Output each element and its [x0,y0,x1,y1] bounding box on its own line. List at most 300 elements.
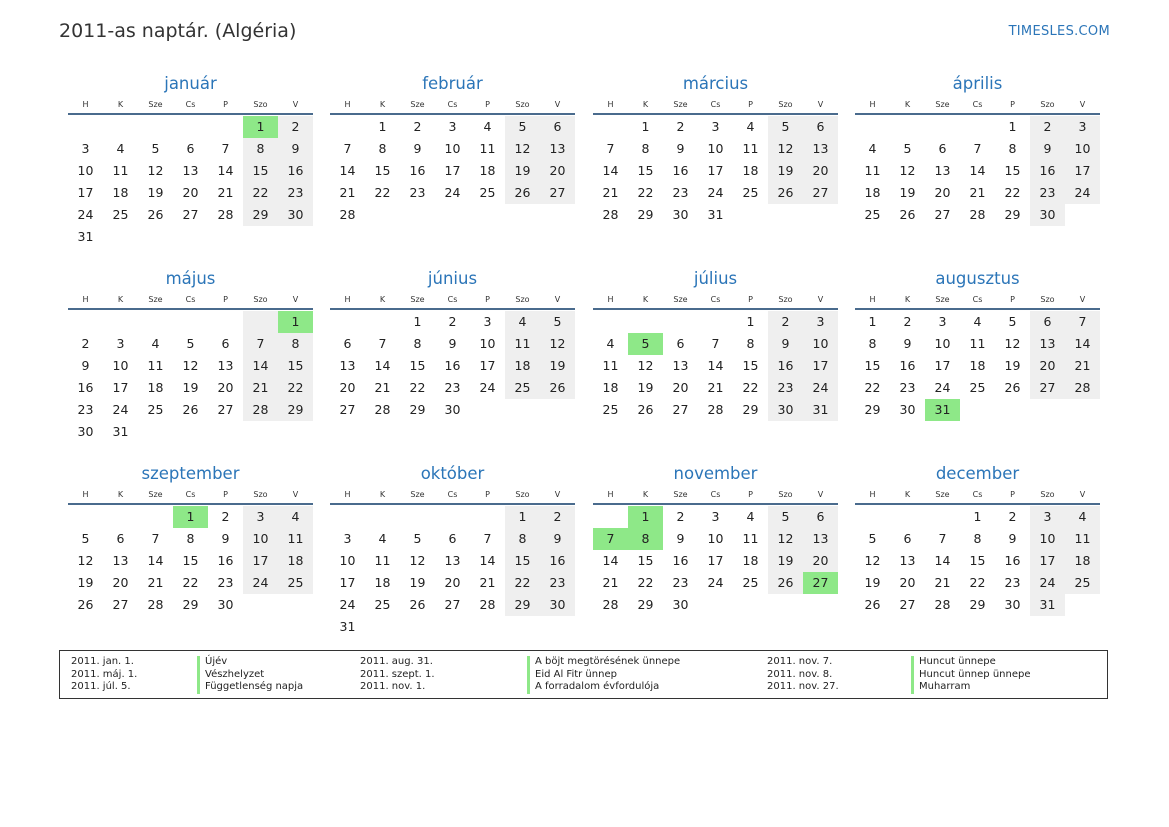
weekday-label: Cs [447,490,458,499]
day-cell: 29 [409,402,426,417]
day-cell: 16 [540,550,575,572]
day-cell: 29 [637,207,654,222]
day-cell: 30 [672,207,689,222]
weekday-label: P [223,295,228,304]
day-cell: 3 [81,141,90,156]
header-divider [68,503,313,505]
day-cell: 19 [77,575,94,590]
empty-cell [733,204,768,226]
day-cell: 4 [483,119,492,134]
day-cell: 13 [1030,333,1065,355]
day-cell: 1 [628,506,663,528]
day-cell: 22 [969,575,986,590]
weekday-label: H [607,295,614,304]
empty-cell [400,506,435,528]
day-cell: 29 [243,204,278,226]
weekday-header [593,487,838,502]
weekday-label: P [1010,295,1015,304]
empty-cell [1030,399,1065,421]
day-cell: 29 [505,594,540,616]
week-row [68,528,313,550]
weekday-label: Cs [710,295,721,304]
day-cell: 8 [278,333,313,355]
day-cell: 29 [1004,207,1021,222]
empty-cell [68,506,103,528]
weekday-label: K [642,295,649,304]
day-cell: 2 [413,119,422,134]
weekday-label: K [904,490,911,499]
day-cell: 1 [746,314,755,329]
day-cell: 17 [1065,160,1100,182]
empty-cell [173,226,208,248]
weekday-label: H [82,295,89,304]
day-cell: 29 [742,402,759,417]
day-cell: 13 [339,358,356,373]
weeks [593,506,838,616]
day-cell: 4 [606,336,615,351]
day-cell: 4 [116,141,125,156]
day-cell: 11 [602,358,619,373]
empty-cell [365,506,400,528]
week-row [330,182,575,204]
day-cell: 8 [413,336,422,351]
day-cell: 31 [803,399,838,421]
month-name: április [952,74,1003,93]
day-cell: 15 [374,163,391,178]
legend-holiday-name: Újév [197,656,303,669]
weekday-label: Sze [673,490,688,499]
day-cell: 28 [1065,377,1100,399]
day-cell: 25 [112,207,129,222]
day-cell: 6 [186,141,195,156]
day-cell: 7 [1065,311,1100,333]
empty-cell [103,311,138,333]
day-cell: 17 [77,185,94,200]
day-cell: 26 [1004,380,1021,395]
weekday-header [855,487,1100,502]
day-cell: 29 [637,597,654,612]
empty-cell [278,421,313,443]
weeks [855,116,1100,226]
weekday-label: H [607,490,614,499]
day-cell: 9 [540,528,575,550]
empty-cell [138,116,173,138]
day-cell: 17 [707,163,724,178]
day-cell: 18 [505,355,540,377]
empty-cell [505,399,540,421]
day-cell: 19 [637,380,654,395]
day-cell: 22 [505,572,540,594]
weekday-label: P [485,100,490,109]
weekday-label: Cs [447,295,458,304]
legend-date: 2011. júl. 5. [71,681,131,692]
day-cell: 5 [540,311,575,333]
week-row [330,204,575,226]
day-cell: 18 [479,163,496,178]
day-cell: 22 [243,182,278,204]
day-cell: 20 [112,575,129,590]
day-cell: 13 [540,138,575,160]
day-cell: 24 [707,575,724,590]
day-cell: 21 [339,185,356,200]
week-row [330,311,575,333]
day-cell: 6 [448,531,457,546]
empty-cell [960,116,995,138]
day-cell: 7 [378,336,387,351]
day-cell: 15 [1004,163,1021,178]
week-row [593,594,838,616]
day-cell: 9 [278,138,313,160]
day-cell: 3 [116,336,125,351]
day-cell: 30 [1004,597,1021,612]
day-cell: 27 [217,402,234,417]
day-cell: 7 [711,336,720,351]
day-cell: 25 [742,185,759,200]
empty-cell [628,311,663,333]
empty-cell [68,311,103,333]
week-row [855,182,1100,204]
week-row [330,506,575,528]
day-cell: 12 [864,553,881,568]
week-row [593,528,838,550]
day-cell: 15 [637,553,654,568]
weekday-label: K [117,490,124,499]
empty-cell [208,116,243,138]
day-cell: 10 [1030,528,1065,550]
legend-date: 2011. nov. 27. [767,681,839,692]
day-cell: 27 [899,597,916,612]
day-cell: 25 [969,380,986,395]
month-11 [593,462,838,616]
header-divider [330,308,575,310]
weekday-label: H [607,100,614,109]
day-cell: 6 [116,531,125,546]
empty-cell [208,311,243,333]
week-row [593,311,838,333]
week-row [68,160,313,182]
day-cell: 23 [444,380,461,395]
day-cell: 7 [483,531,492,546]
day-cell: 31 [1030,594,1065,616]
empty-cell [890,116,925,138]
week-row [68,355,313,377]
day-cell: 10 [479,336,496,351]
weekday-label: P [748,490,753,499]
day-cell: 24 [1030,572,1065,594]
legend-date: 2011. aug. 31. [360,656,433,667]
empty-cell [330,116,365,138]
day-cell: 1 [243,116,278,138]
empty-cell [138,421,173,443]
day-cell: 29 [969,597,986,612]
day-cell: 16 [444,358,461,373]
day-cell: 10 [339,553,356,568]
day-cell: 19 [1004,358,1021,373]
day-cell: 5 [1008,314,1017,329]
empty-cell [890,506,925,528]
weekday-label: Szo [515,490,530,499]
day-cell: 5 [505,116,540,138]
day-cell: 3 [803,311,838,333]
day-cell: 18 [1065,550,1100,572]
legend-dates [767,656,839,694]
day-cell: 6 [343,336,352,351]
day-cell: 31 [925,399,960,421]
weekday-label: P [748,295,753,304]
week-row [68,572,313,594]
day-cell: 28 [243,399,278,421]
day-cell: 4 [868,141,877,156]
day-cell: 22 [864,380,881,395]
weekday-header [855,97,1100,112]
day-cell: 30 [899,402,916,417]
day-cell: 12 [77,553,94,568]
weekday-header [330,292,575,307]
day-cell: 17 [1030,550,1065,572]
weekday-label: K [642,490,649,499]
weekday-label: Szo [253,295,268,304]
weeks [68,506,313,616]
weekday-label: K [642,100,649,109]
week-row [68,377,313,399]
day-cell: 24 [934,380,951,395]
day-cell: 5 [768,506,803,528]
weekday-label: K [379,100,386,109]
day-cell: 16 [1004,553,1021,568]
day-cell: 16 [672,163,689,178]
day-cell: 14 [707,358,724,373]
day-cell: 30 [1030,204,1065,226]
legend-holiday-name: Eid Al Fitr ünnep [527,669,680,682]
day-cell: 20 [540,160,575,182]
month-name: október [420,464,485,483]
day-cell: 28 [339,207,356,222]
month-10 [330,462,575,638]
day-cell: 11 [864,163,881,178]
week-row [68,594,313,616]
day-cell: 9 [676,531,685,546]
day-cell: 8 [505,528,540,550]
day-cell: 14 [602,553,619,568]
weekday-label: Szo [1040,295,1055,304]
day-cell: 8 [746,336,755,351]
legend-holiday-name: Függetlenség napja [197,681,303,694]
day-cell: 22 [409,380,426,395]
day-cell: 17 [803,355,838,377]
day-cell: 28 [602,207,619,222]
day-cell: 15 [637,163,654,178]
day-cell: 8 [868,336,877,351]
day-cell: 26 [147,207,164,222]
day-cell: 4 [973,314,982,329]
day-cell: 25 [147,402,164,417]
day-cell: 21 [147,575,164,590]
site-link[interactable]: TIMESLES.COM [1008,24,1110,39]
day-cell: 24 [339,597,356,612]
weekday-label: H [344,100,351,109]
empty-cell [803,594,838,616]
day-cell: 20 [803,160,838,182]
day-cell: 2 [676,509,685,524]
day-cell: 1 [1008,119,1017,134]
empty-cell [540,399,575,421]
day-cell: 14 [602,163,619,178]
day-cell: 6 [676,336,685,351]
day-cell: 20 [1030,355,1065,377]
weekday-label: K [904,295,911,304]
day-cell: 9 [1030,138,1065,160]
day-cell: 23 [1004,575,1021,590]
empty-cell [925,506,960,528]
legend-date: 2011. nov. 7. [767,656,833,667]
week-row [855,204,1100,226]
day-cell: 23 [1030,182,1065,204]
day-cell: 18 [969,358,986,373]
week-row [330,550,575,572]
empty-cell [505,204,540,226]
weekday-label: V [554,490,561,499]
weekday-label: H [344,295,351,304]
day-cell: 2 [221,509,230,524]
month-name: január [164,74,217,93]
day-cell: 2 [81,336,90,351]
day-cell: 28 [147,597,164,612]
empty-cell [435,204,470,226]
header-divider [593,113,838,115]
week-row [593,355,838,377]
week-row [855,377,1100,399]
week-row [855,528,1100,550]
empty-cell [138,506,173,528]
weekday-label: Sze [148,490,163,499]
day-cell: 12 [768,528,803,550]
weekday-label: Cs [185,100,196,109]
day-cell: 19 [409,575,426,590]
day-cell: 15 [409,358,426,373]
empty-cell [138,311,173,333]
empty-cell [470,204,505,226]
day-cell: 20 [182,185,199,200]
weeks [330,116,575,226]
day-cell: 25 [864,207,881,222]
empty-cell [173,421,208,443]
day-cell: 23 [77,402,94,417]
empty-cell [365,311,400,333]
day-cell: 29 [182,597,199,612]
weekday-header [593,97,838,112]
day-cell: 22 [374,185,391,200]
day-cell: 10 [707,141,724,156]
empty-cell [733,594,768,616]
day-cell: 22 [1004,185,1021,200]
day-cell: 18 [602,380,619,395]
week-row [593,116,838,138]
day-cell: 10 [77,163,94,178]
empty-cell [243,311,278,333]
weekday-label: Szo [1040,100,1055,109]
day-cell: 27 [112,597,129,612]
weekday-label: H [82,100,89,109]
day-cell: 22 [278,377,313,399]
month-3 [593,72,838,226]
day-cell: 14 [1065,333,1100,355]
day-cell: 10 [707,531,724,546]
day-cell: 3 [448,119,457,134]
day-cell: 8 [186,531,195,546]
day-cell: 17 [934,358,951,373]
day-cell: 16 [672,553,689,568]
day-cell: 27 [540,182,575,204]
day-cell: 30 [278,204,313,226]
day-cell: 7 [938,531,947,546]
day-cell: 10 [243,528,278,550]
weekday-label: V [554,100,561,109]
day-cell: 18 [864,185,881,200]
month-name: szeptember [141,464,240,483]
legend-date: 2011. máj. 1. [71,668,138,680]
empty-cell [243,226,278,248]
legend-holiday-name: Huncut ünnep ünnepe [911,669,1031,682]
day-cell: 24 [1065,182,1100,204]
weekday-label: Cs [185,295,196,304]
day-cell: 7 [151,531,160,546]
month-12 [855,462,1100,616]
day-cell: 10 [803,333,838,355]
day-cell: 24 [444,185,461,200]
empty-cell [470,506,505,528]
day-cell: 3 [938,314,947,329]
day-cell: 9 [413,141,422,156]
weekday-label: V [292,100,299,109]
weekday-label: V [817,295,824,304]
day-cell: 23 [768,377,803,399]
day-cell: 21 [602,185,619,200]
weekday-label: Sze [935,295,950,304]
week-row [68,204,313,226]
weekday-label: Cs [710,490,721,499]
weekday-label: P [1010,100,1015,109]
day-cell: 1 [413,314,422,329]
day-cell: 22 [742,380,759,395]
week-row [330,528,575,550]
month-4 [855,72,1100,226]
day-cell: 5 [186,336,195,351]
weekday-label: Sze [935,490,950,499]
day-cell: 2 [1008,509,1017,524]
empty-cell [1065,594,1100,616]
day-cell: 8 [1008,141,1017,156]
weekday-label: Cs [710,100,721,109]
week-row [68,506,313,528]
day-cell: 3 [243,506,278,528]
header-divider [330,503,575,505]
day-cell: 26 [77,597,94,612]
holiday-legend [59,650,1108,699]
day-cell: 7 [343,141,352,156]
day-cell: 4 [151,336,160,351]
weeks [855,506,1100,616]
day-cell: 20 [444,575,461,590]
legend-dates [360,656,435,694]
empty-cell [68,116,103,138]
day-cell: 22 [637,185,654,200]
weekday-label: K [117,295,124,304]
day-cell: 13 [672,358,689,373]
empty-cell [698,594,733,616]
empty-cell [243,594,278,616]
week-row [855,116,1100,138]
day-cell: 1 [173,506,208,528]
